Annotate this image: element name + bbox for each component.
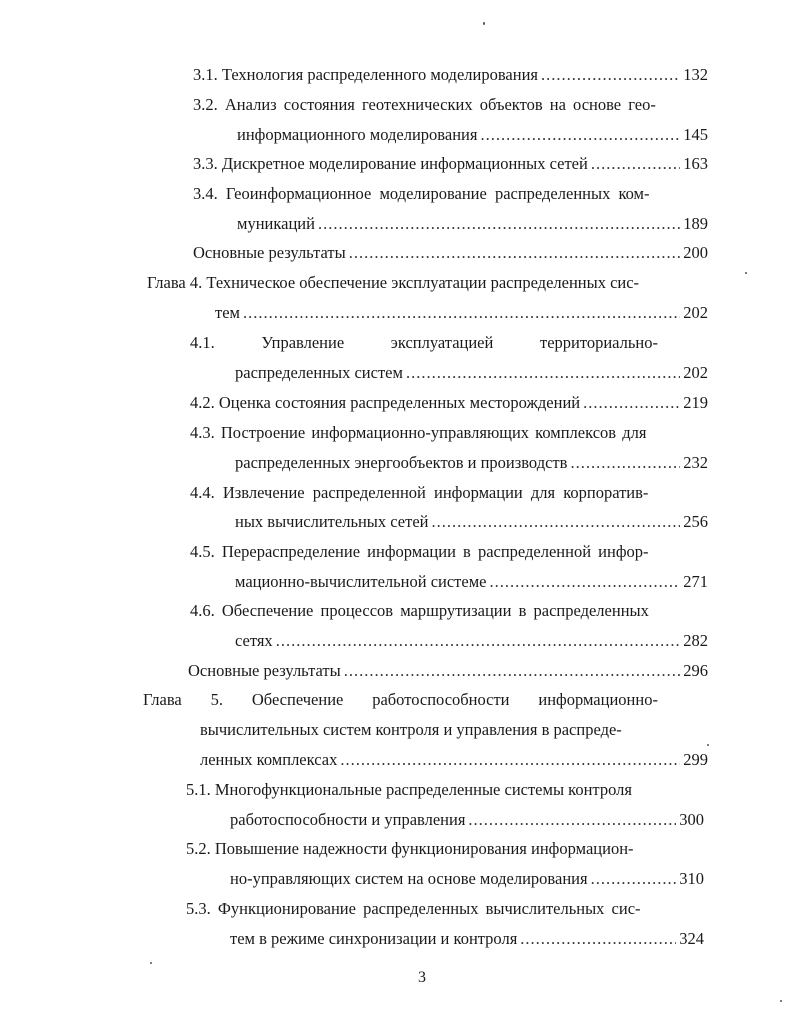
toc-entry-3-3: [193, 153, 708, 175]
toc-entry-4-6-line1: [190, 600, 658, 622]
toc-chapter-5-line2: [200, 719, 658, 741]
toc-entry-3-4-line1: [193, 183, 658, 205]
toc-entry-5-3-line2: [230, 928, 704, 950]
toc-entry-title-cont: тем в режиме синхронизации и контроля: [230, 929, 518, 948]
toc-entry-title-cont: муникаций: [237, 214, 315, 233]
toc-entry-title: Технология распределенного моделирования: [221, 65, 538, 84]
toc-page-number: 310: [679, 869, 704, 888]
toc-page-number: 271: [683, 572, 708, 591]
toc-entry-3-2-line1: [193, 94, 658, 116]
scan-speck: [745, 272, 747, 274]
toc-entry-3-1: [193, 64, 708, 86]
leader-dots: [276, 630, 681, 652]
toc-entry-5-1-line1: [186, 779, 658, 801]
toc-chapter-title-cont: вычислительных систем контроля и управления в распреде-: [200, 720, 622, 739]
leader-dots: [318, 213, 680, 235]
toc-page-number: 145: [683, 125, 708, 144]
toc-chapter-4-line1: [147, 272, 658, 294]
toc-page-number: 296: [683, 661, 708, 680]
toc-entry-5-2-line2: [230, 868, 704, 890]
toc-entry-4-5-line2: [235, 571, 708, 593]
toc-entry-title: 3.3. Дискретное моделирование информационных сетей: [193, 154, 588, 173]
toc-entry-4-1-line2: [235, 362, 708, 384]
leader-dots: [406, 362, 680, 384]
toc-entry-3-4-line2: [237, 213, 708, 235]
toc-word: информационно-: [538, 690, 658, 709]
scan-speck: [150, 962, 152, 964]
leader-dots: [541, 64, 680, 86]
toc-entry-title: Основные результаты: [188, 661, 341, 680]
toc-entry-3-2-line2: [237, 124, 708, 146]
toc-word: Обеспечение: [251, 690, 344, 709]
page-number: 3: [418, 969, 426, 986]
leader-dots: [468, 809, 676, 831]
leader-dots: [243, 302, 680, 324]
toc-page-number: 256: [683, 512, 708, 531]
toc-word: эксплуатацией: [390, 333, 494, 352]
toc-page-number: 202: [683, 363, 708, 382]
leader-dots: [344, 660, 681, 682]
toc-entry-title-cont: мационно-вычислительной системе: [235, 572, 487, 591]
toc-entry-title-cont: распределенных систем: [235, 363, 403, 382]
toc-entry-results-ch3: [193, 242, 708, 264]
toc-entry-4-3-line1: [190, 422, 658, 444]
toc-entry-title-cont: но-управляющих систем на основе моделирования: [230, 869, 588, 888]
toc-entry-title-cont: информационного моделирования: [237, 125, 478, 144]
toc-word: 5.: [210, 690, 223, 709]
toc-entry-title: 3.4. Геоинформационное моделирование распределенных ком-: [193, 184, 650, 203]
toc-entry-title-cont: работоспособности и управления: [230, 810, 466, 829]
toc-page-number: 202: [683, 303, 708, 322]
toc-entry-results-ch4: [188, 660, 708, 682]
toc-word: Управление: [261, 333, 345, 352]
toc-entry-4-5-line1: [190, 541, 658, 563]
leader-dots: [520, 928, 676, 950]
toc-entry-title-cont: распределенных энергообъектов и производств: [235, 453, 568, 472]
leader-dots: [489, 571, 680, 593]
toc-entry-5-2-line1: [186, 838, 658, 860]
toc-word: территориально-: [539, 333, 658, 352]
toc-chapter-5-line1: [143, 689, 658, 711]
toc-entry-title: 4.5. Перераспределение информации в распределенной инфор-: [190, 542, 649, 561]
toc-chapter-title-cont: тем: [215, 303, 240, 322]
toc-entry-title: 5.1. Многофункциональные распределенные системы контроля: [186, 780, 632, 799]
toc-chapter-title-cont: ленных комплексах: [200, 750, 338, 769]
toc-word: работоспособности: [372, 690, 510, 709]
toc-entry-title: 5.3. Функционирование распределенных вычислительных сис-: [186, 899, 641, 918]
toc-chapter-4-line2: [215, 302, 708, 324]
toc-entry-4-1-line1: [190, 332, 658, 354]
toc-chapter-5-line3: [200, 749, 708, 771]
toc-chapter-title: Глава 4. Техническое обеспечение эксплуатации распределенных сис-: [147, 273, 640, 292]
toc-entry-title: 5.2. Повышение надежности функционирования информацион-: [186, 839, 634, 858]
leader-dots: [340, 749, 680, 771]
leader-dots: [591, 153, 680, 175]
leader-dots: [570, 452, 680, 474]
toc-page-number: 200: [683, 243, 708, 262]
toc-page-number: 300: [679, 810, 704, 829]
toc-entry-5-3-line1: [186, 898, 658, 920]
toc-page-number: 189: [683, 214, 708, 233]
toc-page-number: 282: [683, 631, 708, 650]
toc-entry-title-cont: ных вычислительных сетей: [235, 512, 429, 531]
toc-entry-title: 4.3. Построение информационно-управляющих комплексов для: [190, 423, 647, 442]
toc-entry-4-3-line2: [235, 452, 708, 474]
toc-entry-5-1-line2: [230, 809, 704, 831]
scan-speck: [780, 1000, 782, 1002]
scan-speck: [707, 744, 709, 746]
toc-entry-4-4-line1: [190, 482, 658, 504]
leader-dots: [349, 242, 681, 264]
toc-entry-4-2: [190, 392, 708, 414]
toc-entry-number: 3.1.: [193, 65, 218, 84]
toc-page-number: 232: [683, 453, 708, 472]
toc-entry-title: Основные результаты: [193, 243, 346, 262]
toc-entry-4-6-line2: [235, 630, 708, 652]
toc-page-number: 163: [683, 154, 708, 173]
toc-page-number: 219: [683, 393, 708, 412]
leader-dots: [431, 511, 680, 533]
leader-dots: [583, 392, 680, 414]
toc-entry-4-4-line2: [235, 511, 708, 533]
toc-entry-title-cont: сетях: [235, 631, 273, 650]
toc-page-number: 132: [683, 65, 708, 84]
leader-dots: [591, 868, 677, 890]
toc-word: 4.1.: [190, 333, 215, 352]
leader-dots: [480, 124, 680, 146]
toc-word: Глава: [143, 690, 182, 709]
toc-page-number: 324: [679, 929, 704, 948]
toc-entry-title: 3.2. Анализ состояния геотехнических объектов на основе гео-: [193, 95, 656, 114]
scan-speck: [483, 22, 485, 25]
toc-page-number: 299: [683, 750, 708, 769]
toc-entry-title: 4.6. Обеспечение процессов маршрутизации в распределенных: [190, 601, 649, 620]
toc-entry-title: 4.4. Извлечение распределенной информации для корпоратив-: [190, 483, 649, 502]
toc-entry-title: 4.2. Оценка состояния распределенных месторождений: [190, 393, 581, 412]
